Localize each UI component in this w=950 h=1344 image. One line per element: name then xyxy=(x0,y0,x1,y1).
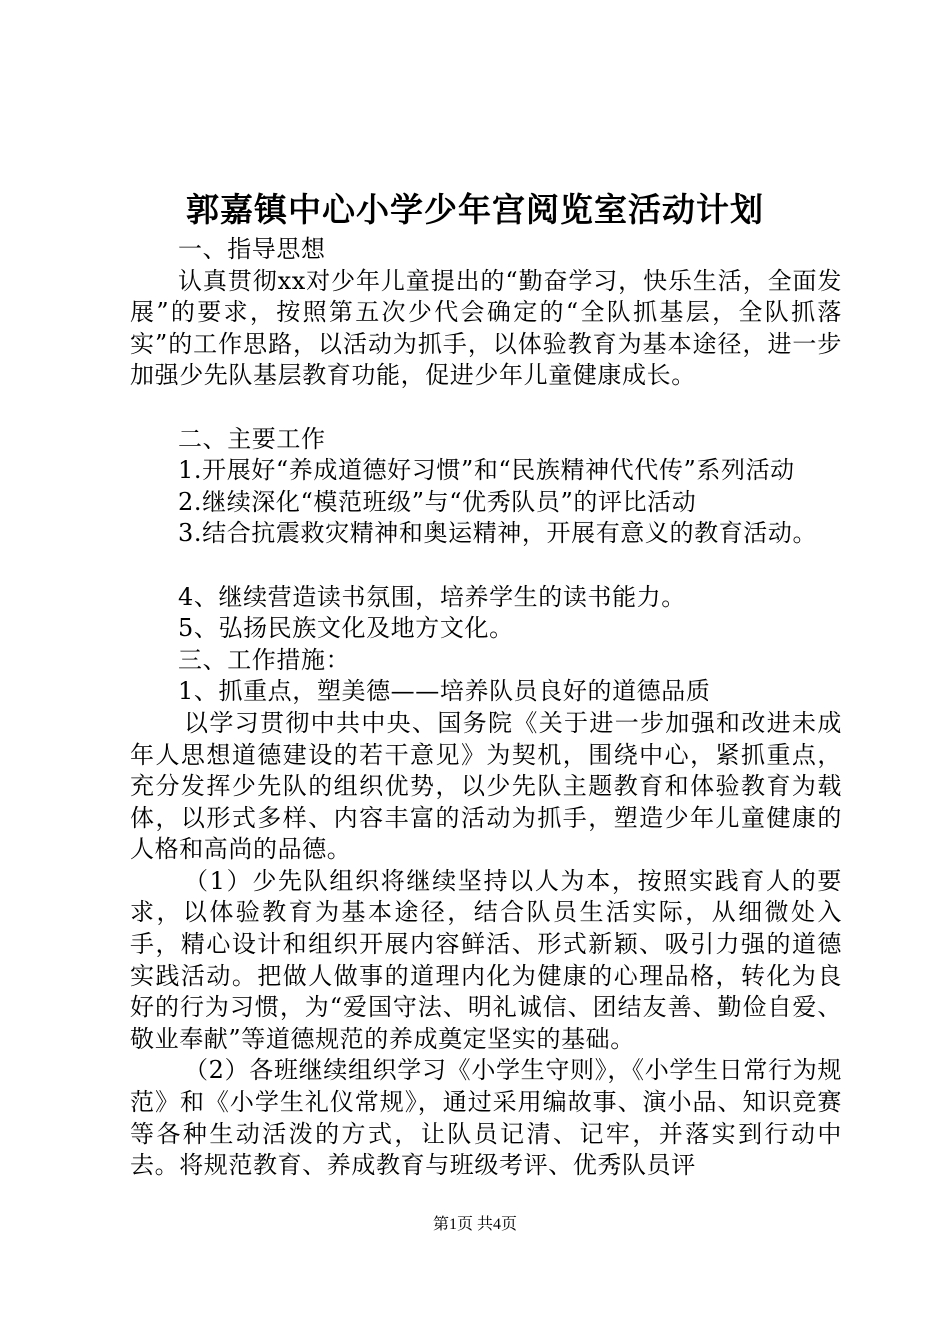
page-number-footer: 第1页 共4页 xyxy=(432,1216,517,1233)
section-heading-measures: 三、工作措施： xyxy=(178,645,351,674)
work-item-4: 4、继续营造读书氛围，培养学生的读书能力。 xyxy=(178,582,686,611)
paragraph-spacer xyxy=(130,392,842,424)
section-heading-guiding-thought: 一、指导思想 xyxy=(178,235,326,263)
work-item-2: 2.继续深化“模范班级”与“优秀队员”的评比活动 xyxy=(178,487,697,516)
paragraph-measure-1: 以学习贯彻中共中央、国务院《关于进一步加强和改进未成年人思想道德建设的若干意见》为契机，围绕中心，紧抓重点，充分发挥少先队的组织优势，以少先队主题教育和体验教育为载体，以形式多样、内容丰富的活动为抓手，塑造少年儿童健康的人格和高尚的品德。 xyxy=(130,708,842,864)
paragraph-measure-1-point-2: （2）各班继续组织学习《小学生守则》，《小学生日常行为规范》和《小学生礼仪常规》，通过采用编故事、演小品、知识竞赛等各种生动活泼的方式，让队员记清、记牢，并落实到行动中去。将规范教育、养成教育与班级考评、优秀队员评 xyxy=(130,1056,842,1180)
document-body xyxy=(130,234,842,1182)
paragraph-guiding-thought: 认真贯彻xx对少年儿童提出的“勤奋学习，快乐生活，全面发展”的要求，按照第五次少代会确定的“全队抓基层，全队抓落实”的工作思路，以活动为抓手，以体验教育为基本途径，进一步加强少先队基层教育功能，促进少年儿童健康成长。 xyxy=(130,266,842,390)
paragraph-spacer xyxy=(130,550,842,582)
work-item-3: 3.结合抗震救灾精神和奥运精神，开展有意义的教育活动。 xyxy=(178,519,818,548)
section-heading-main-work: 二、主要工作 xyxy=(178,424,326,453)
measure-heading-1: 1、抓重点，塑美德——培养队员良好的道德品质 xyxy=(178,677,711,706)
paragraph-measure-1-point-1: （1）少先队组织将继续坚持以人为本，按照实践育人的要求，以体验教育为基本途径，结合队员生活实际，从细微处入手，精心设计和组织开展内容鲜活、形式新颖、吸引力强的道德实践活动。把做人做事的道理内化为健康的心理品格，转化为良好的行为习惯，为“爱国守法、明礼诚信、团结友善、勤俭自爱、敬业奉献”等道德规范的养成奠定坚实的基础。 xyxy=(130,866,842,1053)
document-title: 郭嘉镇中心小学少年宫阅览室活动计划 xyxy=(186,190,764,229)
work-item-5: 5、弘扬民族文化及地方文化。 xyxy=(178,614,514,643)
work-item-1: 1.开展好“养成道德好习惯”和“民族精神代代传”系列活动 xyxy=(178,456,795,485)
